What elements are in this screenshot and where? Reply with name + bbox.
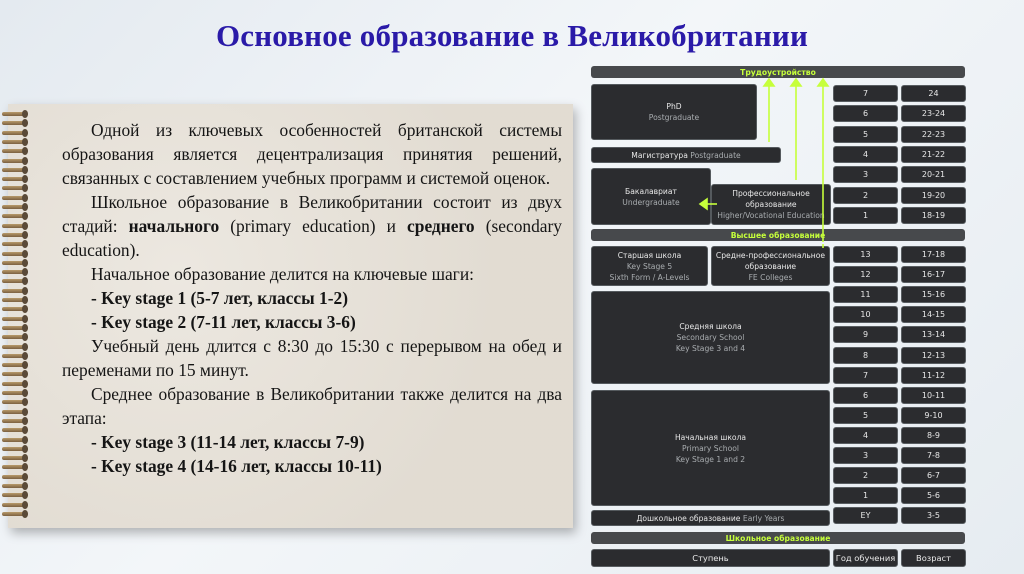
secondary-title: Средняя школа bbox=[679, 322, 742, 331]
footer-stage: Ступень bbox=[591, 549, 830, 567]
sixth-form-sub2: Sixth Form / A-Levels bbox=[609, 272, 690, 282]
key-stage-3: - Key stage 3 (11-14 лет, классы 7-9) bbox=[91, 432, 365, 452]
preschool-title: Дошкольное образование bbox=[636, 513, 741, 523]
secondary-sub1: Secondary School bbox=[676, 333, 745, 342]
spiral-coil bbox=[2, 270, 28, 274]
school-age-cell: 12-13 bbox=[901, 347, 966, 364]
fe-line1: Средне-профессиональное bbox=[715, 250, 826, 260]
secondary-school-block bbox=[591, 291, 830, 384]
spiral-coil bbox=[2, 261, 28, 265]
school-year-cell: 1 bbox=[833, 487, 898, 504]
spiral-coil bbox=[2, 475, 28, 479]
spiral-coil bbox=[2, 186, 28, 190]
spiral-coil bbox=[2, 224, 28, 228]
fe-sub: FE Colleges bbox=[748, 272, 793, 282]
spiral-coil bbox=[2, 484, 28, 488]
spiral-coil bbox=[2, 112, 28, 116]
arrow-to-employment-1 bbox=[764, 79, 774, 142]
spiral-coil bbox=[2, 242, 28, 246]
school-education-header: Школьное образование bbox=[591, 532, 965, 544]
spiral-coil bbox=[2, 159, 28, 163]
paragraph-school-day: Учебный день длится с 8:30 до 15:30 с перерывом на обед и переменами по 15 минут. bbox=[62, 336, 562, 380]
higher-year-cell: 7 bbox=[833, 85, 898, 102]
spiral-coil bbox=[2, 168, 28, 172]
school-year-cell: 3 bbox=[833, 447, 898, 464]
key-stage-2: - Key stage 2 (7-11 лет, классы 3-6) bbox=[91, 312, 356, 332]
school-year-cell: 5 bbox=[833, 407, 898, 424]
higher-year-cell: 1 bbox=[833, 207, 898, 224]
spiral-coil bbox=[2, 354, 28, 358]
higher-year-cell: 5 bbox=[833, 126, 898, 143]
spiral-coil bbox=[2, 307, 28, 311]
spiral-coil bbox=[2, 149, 28, 153]
higher-age-cell: 18-19 bbox=[901, 207, 966, 224]
higher-year-cell: 2 bbox=[833, 187, 898, 204]
phd-sub: Postgraduate bbox=[648, 113, 700, 122]
fe-block bbox=[711, 246, 830, 286]
spiral-coil bbox=[2, 214, 28, 218]
arrow-to-employment-2 bbox=[791, 79, 801, 180]
higher-age-cell: 20-21 bbox=[901, 166, 966, 183]
higher-age-cell: 23-24 bbox=[901, 105, 966, 122]
school-age-cell: 6-7 bbox=[901, 467, 966, 484]
school-age-cell: 11-12 bbox=[901, 367, 966, 384]
spiral-coil bbox=[2, 345, 28, 349]
school-age-cell: 8-9 bbox=[901, 427, 966, 444]
preschool-sub: Early Years bbox=[742, 513, 785, 523]
sixth-form-block bbox=[591, 246, 708, 286]
spiral-coil bbox=[2, 326, 28, 330]
school-age-cell: 7-8 bbox=[901, 447, 966, 464]
preschool-block bbox=[591, 510, 830, 526]
primary-school-block bbox=[591, 390, 830, 506]
paragraph-secondary: Среднее образование в Великобритании также делится на два этапа: bbox=[62, 384, 562, 428]
school-year-cell: 11 bbox=[833, 286, 898, 303]
sixth-form-sub1: Key Stage 5 bbox=[626, 261, 673, 271]
paragraph-stages bbox=[62, 190, 562, 262]
school-age-cell: 13-14 bbox=[901, 326, 966, 343]
spiral-coil bbox=[2, 438, 28, 442]
vocational-line2: образование bbox=[745, 200, 797, 209]
school-age-cell: 16-17 bbox=[901, 266, 966, 283]
education-diagram bbox=[591, 62, 971, 574]
spiral-coil bbox=[2, 428, 28, 432]
school-year-cell: 12 bbox=[833, 266, 898, 283]
school-year-cell: 9 bbox=[833, 326, 898, 343]
text-fragment: (secondary education). bbox=[62, 216, 562, 260]
slide-title: Основное образование в Великобритании bbox=[215, 18, 809, 53]
spiral-coil bbox=[2, 289, 28, 293]
notebook bbox=[8, 104, 573, 528]
primary-sub1: Primary School bbox=[682, 443, 739, 453]
masters-title: Магистратура bbox=[631, 150, 688, 160]
school-year-cell: 4 bbox=[833, 427, 898, 444]
spiral-coil bbox=[2, 391, 28, 395]
school-year-cell: EY bbox=[833, 507, 898, 524]
primary-sub2: Key Stage 1 and 2 bbox=[675, 454, 746, 464]
spiral-coil bbox=[2, 335, 28, 339]
higher-year-cell: 3 bbox=[833, 166, 898, 183]
text-fragment: (primary education) и bbox=[219, 216, 408, 236]
spiral-coil bbox=[2, 196, 28, 200]
school-year-cell: 13 bbox=[833, 246, 898, 263]
notebook-text bbox=[62, 118, 562, 478]
employment-header: Трудоустройство bbox=[591, 66, 965, 78]
school-age-cell: 14-15 bbox=[901, 306, 966, 323]
spiral-coil bbox=[2, 419, 28, 423]
key-stage-4: - Key stage 4 (14-16 лет, классы 10-11) bbox=[91, 456, 382, 476]
spiral-coil bbox=[2, 121, 28, 125]
fe-line2: образование bbox=[744, 261, 797, 271]
higher-age-cell: 24 bbox=[901, 85, 966, 102]
secondary-sub2: Key Stage 3 and 4 bbox=[675, 344, 746, 353]
vocational-sub: Higher/Vocational Education bbox=[717, 211, 825, 220]
higher-year-cell: 4 bbox=[833, 146, 898, 163]
spiral-coil bbox=[2, 447, 28, 451]
spiral-coil bbox=[2, 512, 28, 516]
school-age-cell: 9-10 bbox=[901, 407, 966, 424]
spiral-coil bbox=[2, 465, 28, 469]
school-year-cell: 7 bbox=[833, 367, 898, 384]
masters-block bbox=[591, 147, 781, 163]
spiral-coil bbox=[2, 205, 28, 209]
vocational-block bbox=[711, 184, 831, 225]
bachelor-block bbox=[591, 168, 711, 225]
bachelor-title: Бакалавриат bbox=[625, 186, 677, 196]
notebook-spiral bbox=[2, 112, 32, 522]
spiral-coil bbox=[2, 177, 28, 181]
spiral-coil bbox=[2, 410, 28, 414]
school-age-cell: 17-18 bbox=[901, 246, 966, 263]
spiral-coil bbox=[2, 252, 28, 256]
spiral-coil bbox=[2, 503, 28, 507]
school-year-cell: 10 bbox=[833, 306, 898, 323]
spiral-coil bbox=[2, 131, 28, 135]
paragraph-primary-steps: Начальное образование делится на ключевые шаги: bbox=[91, 264, 474, 284]
higher-age-cell: 22-23 bbox=[901, 126, 966, 143]
school-age-cell: 5-6 bbox=[901, 487, 966, 504]
spiral-coil bbox=[2, 140, 28, 144]
school-age-cell: 10-11 bbox=[901, 387, 966, 404]
bold-primary: начального bbox=[128, 216, 220, 236]
paragraph-decentralization: Одной из ключевых особенностей британской системы образования является децентрализация принятия решений, связанных с составлением учебных программ и системой оценок. bbox=[62, 120, 562, 188]
footer-year: Год обучения bbox=[833, 549, 898, 567]
spiral-coil bbox=[2, 363, 28, 367]
spiral-coil bbox=[2, 317, 28, 321]
text-fragment: Школьное образование в Великобритании состоит из двух стадий: bbox=[62, 192, 562, 236]
higher-year-cell: 6 bbox=[833, 105, 898, 122]
footer-age: Возраст bbox=[901, 549, 966, 567]
bold-secondary: среднего bbox=[407, 216, 475, 236]
school-age-cell: 15-16 bbox=[901, 286, 966, 303]
phd-title: PhD bbox=[666, 102, 682, 111]
sixth-form-title: Старшая школа bbox=[617, 250, 682, 260]
spiral-coil bbox=[2, 456, 28, 460]
phd-block bbox=[591, 84, 757, 140]
school-age-cell: 3-5 bbox=[901, 507, 966, 524]
higher-age-cell: 19-20 bbox=[901, 187, 966, 204]
spiral-coil bbox=[2, 382, 28, 386]
school-year-cell: 8 bbox=[833, 347, 898, 364]
primary-title: Начальная школа bbox=[674, 432, 747, 442]
key-stage-1: - Key stage 1 (5-7 лет, классы 1-2) bbox=[91, 288, 349, 308]
spiral-coil bbox=[2, 279, 28, 283]
spiral-coil bbox=[2, 233, 28, 237]
spiral-coil bbox=[2, 493, 28, 497]
spiral-coil bbox=[2, 400, 28, 404]
higher-education-header: Высшее образование bbox=[591, 229, 965, 241]
vocational-line1: Профессиональное bbox=[732, 189, 810, 198]
spiral-coil bbox=[2, 372, 28, 376]
bachelor-sub: Undergraduate bbox=[622, 197, 680, 207]
school-year-cell: 6 bbox=[833, 387, 898, 404]
spiral-coil bbox=[2, 298, 28, 302]
school-year-cell: 2 bbox=[833, 467, 898, 484]
masters-sub: Postgraduate bbox=[690, 150, 741, 160]
higher-age-cell: 21-22 bbox=[901, 146, 966, 163]
